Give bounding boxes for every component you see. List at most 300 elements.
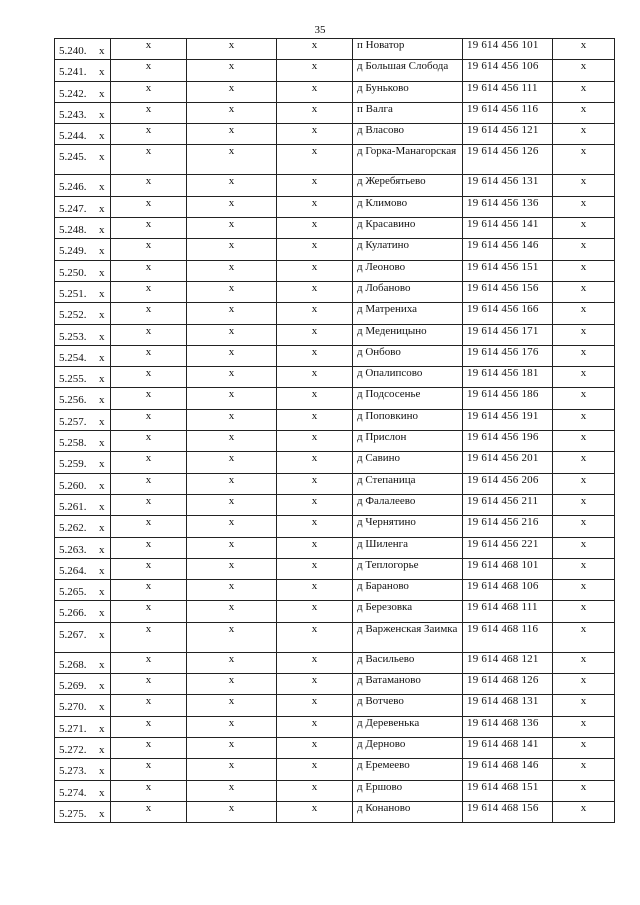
filler-mark: x	[99, 287, 105, 300]
filler-mark: x	[111, 601, 187, 622]
row-number-cell	[55, 260, 111, 281]
row-number: 5.245.	[59, 151, 87, 164]
filler-mark: x	[553, 494, 615, 515]
filler-mark: x	[277, 737, 353, 758]
filler-mark: x	[111, 60, 187, 81]
oktmo-code: 19 614 456 196	[463, 431, 553, 452]
row-number: 5.265.	[59, 586, 87, 599]
settlement-name: д Степаница	[353, 473, 463, 494]
filler-mark: x	[187, 81, 277, 102]
filler-mark: x	[277, 281, 353, 302]
filler-mark: x	[277, 324, 353, 345]
filler-mark: x	[277, 801, 353, 822]
row-number: 5.267.	[59, 628, 87, 641]
oktmo-code: 19 614 456 126	[463, 145, 553, 175]
table-row	[55, 345, 615, 366]
row-number: 5.255.	[59, 373, 87, 386]
filler-mark: x	[187, 431, 277, 452]
table-row	[55, 716, 615, 737]
settlement-name: д Матрениха	[353, 303, 463, 324]
row-number-cell	[55, 716, 111, 737]
filler-mark: x	[111, 580, 187, 601]
filler-mark: x	[553, 409, 615, 430]
filler-mark: x	[111, 303, 187, 324]
filler-mark: x	[553, 473, 615, 494]
row-number: 5.261.	[59, 500, 87, 513]
filler-mark: x	[277, 473, 353, 494]
filler-mark: x	[99, 415, 105, 428]
filler-mark: x	[553, 580, 615, 601]
filler-mark: x	[277, 60, 353, 81]
filler-mark: x	[553, 759, 615, 780]
oktmo-code: 19 614 456 186	[463, 388, 553, 409]
oktmo-code: 19 614 468 121	[463, 652, 553, 673]
row-number: 5.263.	[59, 543, 87, 556]
oktmo-code: 19 614 456 151	[463, 260, 553, 281]
row-number-cell	[55, 145, 111, 175]
filler-mark: x	[553, 260, 615, 281]
oktmo-code: 19 614 468 126	[463, 674, 553, 695]
filler-mark: x	[187, 580, 277, 601]
oktmo-code: 19 614 456 121	[463, 124, 553, 145]
settlement-name: д Вотчево	[353, 695, 463, 716]
filler-mark: x	[187, 281, 277, 302]
row-number-cell	[55, 409, 111, 430]
row-number: 5.250.	[59, 266, 87, 279]
filler-mark: x	[99, 743, 105, 756]
table-row	[55, 81, 615, 102]
oktmo-code: 19 614 468 156	[463, 801, 553, 822]
filler-mark: x	[277, 102, 353, 123]
oktmo-code: 19 614 456 101	[463, 39, 553, 60]
row-number: 5.259.	[59, 458, 87, 471]
filler-mark: x	[553, 124, 615, 145]
filler-mark: x	[111, 801, 187, 822]
row-number-cell	[55, 345, 111, 366]
row-number: 5.268.	[59, 658, 87, 671]
row-number-cell	[55, 737, 111, 758]
row-number-cell	[55, 175, 111, 196]
row-number-cell	[55, 81, 111, 102]
table-row	[55, 39, 615, 60]
settlement-name: д Опалипсово	[353, 367, 463, 388]
row-number: 5.272.	[59, 743, 87, 756]
row-number: 5.264.	[59, 564, 87, 577]
row-number-cell	[55, 303, 111, 324]
table-row	[55, 175, 615, 196]
filler-mark: x	[277, 452, 353, 473]
filler-mark: x	[187, 801, 277, 822]
filler-mark: x	[277, 494, 353, 515]
oktmo-code: 19 614 456 176	[463, 345, 553, 366]
filler-mark: x	[99, 66, 105, 79]
table-row	[55, 622, 615, 652]
filler-mark: x	[553, 737, 615, 758]
filler-mark: x	[553, 145, 615, 175]
settlement-table	[54, 38, 615, 823]
settlement-name: д Дерново	[353, 737, 463, 758]
filler-mark: x	[111, 652, 187, 673]
row-number: 5.256.	[59, 394, 87, 407]
filler-mark: x	[99, 479, 105, 492]
row-number: 5.240.	[59, 45, 87, 57]
table-row	[55, 452, 615, 473]
filler-mark: x	[99, 586, 105, 599]
filler-mark: x	[111, 345, 187, 366]
filler-mark: x	[111, 175, 187, 196]
filler-mark: x	[99, 658, 105, 671]
filler-mark: x	[553, 81, 615, 102]
filler-mark: x	[99, 722, 105, 735]
oktmo-code: 19 614 456 211	[463, 494, 553, 515]
filler-mark: x	[553, 388, 615, 409]
table-row	[55, 473, 615, 494]
filler-mark: x	[553, 780, 615, 801]
filler-mark: x	[99, 373, 105, 386]
filler-mark: x	[553, 196, 615, 217]
filler-mark: x	[553, 537, 615, 558]
page-number: 35	[314, 24, 326, 36]
row-number: 5.262.	[59, 522, 87, 535]
row-number: 5.273.	[59, 765, 87, 778]
row-number: 5.275.	[59, 807, 87, 820]
row-number-cell	[55, 759, 111, 780]
oktmo-code: 19 614 456 136	[463, 196, 553, 217]
row-number: 5.249.	[59, 245, 87, 258]
filler-mark: x	[277, 622, 353, 652]
table-row	[55, 652, 615, 673]
filler-mark: x	[277, 580, 353, 601]
table-row	[55, 145, 615, 175]
filler-mark: x	[111, 695, 187, 716]
filler-mark: x	[111, 388, 187, 409]
settlement-name: д Березовка	[353, 601, 463, 622]
filler-mark: x	[111, 759, 187, 780]
filler-mark: x	[187, 452, 277, 473]
table-row	[55, 324, 615, 345]
filler-mark: x	[277, 345, 353, 366]
filler-mark: x	[277, 124, 353, 145]
row-number: 5.269.	[59, 680, 87, 693]
settlement-name: д Варженская Заимка	[353, 622, 463, 652]
filler-mark: x	[187, 367, 277, 388]
table-row	[55, 196, 615, 217]
row-number-cell	[55, 324, 111, 345]
filler-mark: x	[553, 102, 615, 123]
row-number: 5.247.	[59, 202, 87, 215]
filler-mark: x	[99, 437, 105, 450]
oktmo-code: 19 614 456 131	[463, 175, 553, 196]
filler-mark: x	[99, 458, 105, 471]
filler-mark: x	[553, 558, 615, 579]
filler-mark: x	[111, 516, 187, 537]
filler-mark: x	[99, 330, 105, 343]
settlement-name: д Кулатино	[353, 239, 463, 260]
filler-mark: x	[111, 737, 187, 758]
filler-mark: x	[187, 737, 277, 758]
settlement-name: д Конаново	[353, 801, 463, 822]
filler-mark: x	[111, 324, 187, 345]
filler-mark: x	[111, 409, 187, 430]
row-number-cell	[55, 239, 111, 260]
row-number-cell	[55, 516, 111, 537]
filler-mark: x	[553, 303, 615, 324]
filler-mark: x	[99, 87, 105, 100]
row-number: 5.243.	[59, 108, 87, 121]
oktmo-code: 19 614 456 171	[463, 324, 553, 345]
filler-mark: x	[99, 786, 105, 799]
filler-mark: x	[187, 260, 277, 281]
settlement-name: д Леоново	[353, 260, 463, 281]
filler-mark: x	[99, 701, 105, 714]
row-number-cell	[55, 473, 111, 494]
table-row	[55, 674, 615, 695]
row-number: 5.251.	[59, 287, 87, 300]
row-number-cell	[55, 622, 111, 652]
filler-mark: x	[111, 537, 187, 558]
settlement-name: д Жеребятьево	[353, 175, 463, 196]
row-number: 5.257.	[59, 415, 87, 428]
filler-mark: x	[553, 239, 615, 260]
filler-mark: x	[553, 324, 615, 345]
filler-mark: x	[277, 196, 353, 217]
filler-mark: x	[187, 674, 277, 695]
filler-mark: x	[187, 39, 277, 60]
filler-mark: x	[187, 780, 277, 801]
filler-mark: x	[553, 674, 615, 695]
oktmo-code: 19 614 468 101	[463, 558, 553, 579]
oktmo-code: 19 614 456 206	[463, 473, 553, 494]
oktmo-code: 19 614 456 156	[463, 281, 553, 302]
filler-mark: x	[187, 145, 277, 175]
filler-mark: x	[99, 245, 105, 258]
filler-mark: x	[111, 281, 187, 302]
filler-mark: x	[111, 622, 187, 652]
filler-mark: x	[553, 695, 615, 716]
filler-mark: x	[187, 324, 277, 345]
filler-mark: x	[111, 260, 187, 281]
filler-mark: x	[111, 124, 187, 145]
filler-mark: x	[553, 516, 615, 537]
filler-mark: x	[111, 39, 187, 60]
table-row	[55, 260, 615, 281]
oktmo-code: 19 614 456 166	[463, 303, 553, 324]
oktmo-code: 19 614 468 136	[463, 716, 553, 737]
filler-mark: x	[187, 345, 277, 366]
filler-mark: x	[553, 367, 615, 388]
row-number: 5.258.	[59, 437, 87, 450]
row-number: 5.253.	[59, 330, 87, 343]
settlement-name: д Красавино	[353, 218, 463, 239]
settlement-name: д Ватаманово	[353, 674, 463, 695]
filler-mark: x	[111, 716, 187, 737]
filler-mark: x	[187, 494, 277, 515]
filler-mark: x	[187, 652, 277, 673]
filler-mark: x	[99, 807, 105, 820]
filler-mark: x	[277, 431, 353, 452]
settlement-name: д Еремеево	[353, 759, 463, 780]
filler-mark: x	[99, 151, 105, 164]
row-number-cell	[55, 218, 111, 239]
filler-mark: x	[553, 60, 615, 81]
filler-mark: x	[99, 181, 105, 194]
table-body	[55, 39, 615, 823]
row-number-cell	[55, 452, 111, 473]
filler-mark: x	[553, 39, 615, 60]
filler-mark: x	[277, 367, 353, 388]
settlement-name: д Теплогорье	[353, 558, 463, 579]
settlement-name: д Прислон	[353, 431, 463, 452]
filler-mark: x	[111, 81, 187, 102]
filler-mark: x	[277, 409, 353, 430]
settlement-name: д Чернятино	[353, 516, 463, 537]
filler-mark: x	[553, 652, 615, 673]
filler-mark: x	[187, 388, 277, 409]
filler-mark: x	[187, 622, 277, 652]
oktmo-code: 19 614 456 201	[463, 452, 553, 473]
row-number: 5.252.	[59, 309, 87, 322]
row-number-cell	[55, 39, 111, 60]
row-number: 5.266.	[59, 607, 87, 620]
settlement-name: д Лобаново	[353, 281, 463, 302]
oktmo-code: 19 614 468 106	[463, 580, 553, 601]
filler-mark: x	[553, 431, 615, 452]
filler-mark: x	[111, 473, 187, 494]
filler-mark: x	[99, 564, 105, 577]
table-row	[55, 558, 615, 579]
filler-mark: x	[187, 175, 277, 196]
settlement-name: п Валга	[353, 102, 463, 123]
oktmo-code: 19 614 456 181	[463, 367, 553, 388]
settlement-name: д Бараново	[353, 580, 463, 601]
oktmo-code: 19 614 468 116	[463, 622, 553, 652]
table-row	[55, 537, 615, 558]
filler-mark: x	[277, 780, 353, 801]
oktmo-code: 19 614 456 116	[463, 102, 553, 123]
settlement-name: д Васильево	[353, 652, 463, 673]
filler-mark: x	[99, 130, 105, 143]
filler-mark: x	[187, 716, 277, 737]
table-row	[55, 239, 615, 260]
filler-mark: x	[277, 652, 353, 673]
filler-mark: x	[277, 537, 353, 558]
table-row	[55, 780, 615, 801]
row-number: 5.248.	[59, 224, 87, 237]
filler-mark: x	[187, 695, 277, 716]
filler-mark: x	[99, 202, 105, 215]
filler-mark: x	[553, 716, 615, 737]
settlement-name: д Подсосенье	[353, 388, 463, 409]
filler-mark: x	[277, 145, 353, 175]
filler-mark: x	[277, 239, 353, 260]
oktmo-code: 19 614 456 141	[463, 218, 553, 239]
filler-mark: x	[277, 81, 353, 102]
table-row	[55, 218, 615, 239]
row-number-cell	[55, 124, 111, 145]
table-row	[55, 759, 615, 780]
filler-mark: x	[99, 765, 105, 778]
filler-mark: x	[111, 367, 187, 388]
oktmo-code: 19 614 468 111	[463, 601, 553, 622]
filler-mark: x	[277, 516, 353, 537]
row-number-cell	[55, 801, 111, 822]
oktmo-code: 19 614 456 146	[463, 239, 553, 260]
filler-mark: x	[111, 102, 187, 123]
filler-mark: x	[99, 309, 105, 322]
oktmo-code: 19 614 468 131	[463, 695, 553, 716]
filler-mark: x	[187, 218, 277, 239]
filler-mark: x	[187, 303, 277, 324]
table-row	[55, 60, 615, 81]
filler-mark: x	[187, 537, 277, 558]
row-number-cell	[55, 60, 111, 81]
oktmo-code: 19 614 456 216	[463, 516, 553, 537]
filler-mark: x	[99, 680, 105, 693]
filler-mark: x	[277, 759, 353, 780]
filler-mark: x	[99, 628, 105, 641]
filler-mark: x	[111, 780, 187, 801]
settlement-name: д Поповкино	[353, 409, 463, 430]
filler-mark: x	[111, 494, 187, 515]
row-number: 5.274.	[59, 786, 87, 799]
row-number-cell	[55, 537, 111, 558]
row-number-cell	[55, 367, 111, 388]
oktmo-code: 19 614 468 141	[463, 737, 553, 758]
table-row	[55, 494, 615, 515]
settlement-name: д Фалалеево	[353, 494, 463, 515]
filler-mark: x	[111, 674, 187, 695]
filler-mark: x	[277, 218, 353, 239]
filler-mark: x	[187, 558, 277, 579]
row-number-cell	[55, 580, 111, 601]
filler-mark: x	[99, 266, 105, 279]
filler-mark: x	[277, 601, 353, 622]
filler-mark: x	[277, 716, 353, 737]
oktmo-code: 19 614 456 191	[463, 409, 553, 430]
row-number-cell	[55, 652, 111, 673]
filler-mark: x	[111, 218, 187, 239]
filler-mark: x	[111, 431, 187, 452]
table-row	[55, 601, 615, 622]
filler-mark: x	[277, 695, 353, 716]
filler-mark: x	[99, 394, 105, 407]
oktmo-code: 19 614 468 146	[463, 759, 553, 780]
filler-mark: x	[99, 224, 105, 237]
filler-mark: x	[553, 281, 615, 302]
row-number-cell	[55, 196, 111, 217]
filler-mark: x	[111, 558, 187, 579]
filler-mark: x	[111, 239, 187, 260]
oktmo-code: 19 614 456 106	[463, 60, 553, 81]
row-number-cell	[55, 102, 111, 123]
filler-mark: x	[99, 607, 105, 620]
table-row	[55, 516, 615, 537]
filler-mark: x	[111, 145, 187, 175]
oktmo-code: 19 614 456 221	[463, 537, 553, 558]
filler-mark: x	[99, 45, 105, 57]
row-number: 5.244.	[59, 130, 87, 143]
settlement-name: д Савино	[353, 452, 463, 473]
table-row	[55, 409, 615, 430]
settlement-name: д Ершово	[353, 780, 463, 801]
row-number-cell	[55, 431, 111, 452]
settlement-name: д Буньково	[353, 81, 463, 102]
row-number: 5.246.	[59, 181, 87, 194]
filler-mark: x	[187, 239, 277, 260]
oktmo-code: 19 614 468 151	[463, 780, 553, 801]
filler-mark: x	[277, 39, 353, 60]
filler-mark: x	[277, 674, 353, 695]
